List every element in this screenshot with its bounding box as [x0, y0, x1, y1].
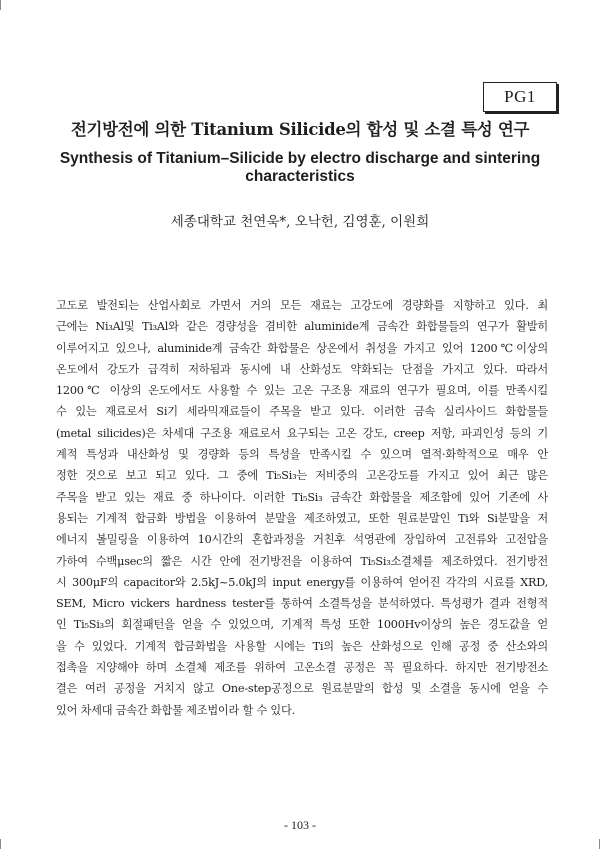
body-line: 을 수 있었다. 기계적 합금화법을 사용할 시에는 Ti의 높은 산화성으로 인해 공정 중 산소와의: [56, 639, 548, 653]
page-number: - 103 -: [284, 818, 316, 832]
body-line: 계적 특성과 내산화성 및 경량화 등의 특성을 만족시킬 수 있으며 열적·화학적으로 매우 안: [56, 448, 548, 462]
session-code-badge: PG1: [483, 82, 557, 112]
body-line: 시 300μF의 capacitor와 2.5kJ~5.0kJ의 input energy를 이용하여 얻어진 각각의 시료를 XRD,: [56, 575, 548, 589]
body-line: (metal silicides)은 차세대 구조용 재료로서 요구되는 고온 강도, creep 저항, 파괴인성 등의 기: [56, 426, 548, 440]
body-line: 인 Ti₅Si₃의 회절패턴을 얻을 수 있었으며, 기계적 특성 또한 1000Hv이상의 높은 경도값을 얻: [56, 618, 548, 632]
abstract-body: [56, 295, 548, 721]
body-line: 결은 여러 공정을 거치지 않고 One-step공정으로 원료분말의 합성 및 소결을 동시에 얻을 수: [56, 682, 548, 696]
body-line: 이루어지고 있으나, aluminide계 금속간 화합물은 상온에서 취성을 가지고 있어 1200℃이상의: [56, 341, 548, 355]
body-line: 수 있는 재료로서 Si기 세라믹재료들이 주목을 받고 있다. 이러한 금속 실리사이드 화합물들: [56, 405, 548, 419]
scan-edge-mark: [0, 839, 1, 849]
body-line: 접촉을 지양해야 하며 소결체 제조를 위하여 고온소결 공정은 꼭 필요하다. 하지만 전기방전소: [56, 661, 548, 675]
body-line: 고도로 발전되는 산업사회로 가면서 거의 모든 재료는 고강도에 경량화를 지향하고 있다. 최: [56, 299, 548, 312]
body-line: 온도에서 강도가 급격히 저하됨과 동시에 내 산화성도 약화되는 단점을 가지고 있다. 따라서: [56, 362, 548, 376]
body-line: 1200℃ 이상의 온도에서도 사용할 수 있는 고온 구조용 재료의 연구가 필요며, 이를 만족시킬: [56, 384, 548, 398]
body-line: 가하여 수백μsec의 짧은 시간 안에 전기방전을 이용하여 Ti₅Si₃소결체를 제조하였다. 전기방전: [56, 554, 548, 568]
author-affiliation-line: 세종대학교 천연욱*, 오낙헌, 김영훈, 이원희: [170, 214, 430, 230]
body-line: 근에는 Ni₃Al및 Ti₃Al와 같은 경량성을 겸비한 aluminide계 금속간 화합물들의 연구가 활발히: [56, 320, 548, 334]
body-line: 정한 것으로 보고 되고 있다. 그 중에 Ti₅Si₃는 저비중의 고온강도를 가지고 있어 최근 많은: [56, 469, 548, 483]
body-line: 주목을 받고 있는 재료 중 하나이다. 이러한 Ti₅Si₃ 금속간 화합물을 제조함에 있어 기존에 사: [56, 490, 548, 504]
body-line-last: 있어 차세대 금속간 화합물 제조법이라 할 수 있다.: [56, 703, 295, 717]
scan-edge-mark: [0, 0, 1, 10]
body-line: SEM, Micro vickers hardness tester를 통하여 소결특성을 분석하였다. 특성평가 결과 전형적: [56, 597, 548, 611]
body-line: 용되는 기계적 합금화 방법을 이용하여 분말을 제조하였고, 또한 원료분말인 Ti와 Si분말을 저: [56, 511, 548, 525]
body-line: 에너지 볼밀링을 이용하여 10시간의 혼합과정을 거친후 석영관에 장입하여 고전류와 고전압을: [56, 533, 548, 547]
paper-title-english: Synthesis of Titanium–Silicide by electro discharge and sintering characteristics: [59, 150, 541, 185]
paper-title-korean: 전기방전에 의한 Titanium Silicide의 합성 및 소결 특성 연구: [70, 120, 530, 139]
